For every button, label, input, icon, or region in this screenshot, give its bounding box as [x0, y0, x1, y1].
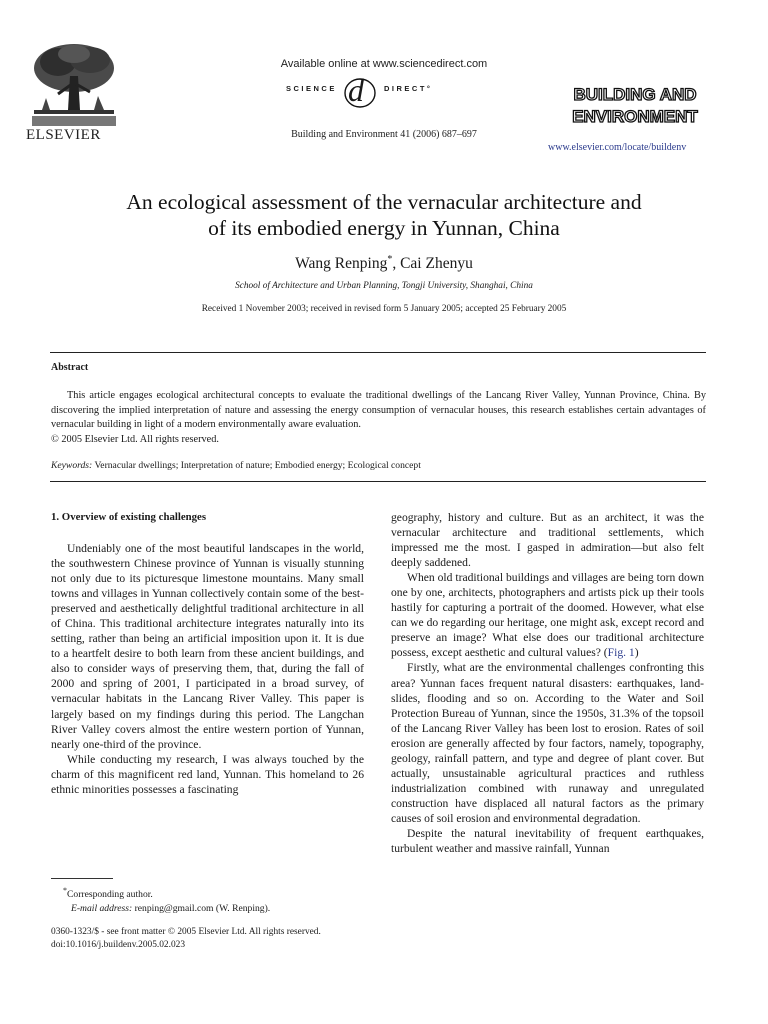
left-paragraph-2: While conducting my research, I was always touched by the charm of this magnificent red land, Yunnan. This homeland to 26 ethnic minorities possesses a fascinating: [51, 752, 364, 796]
corresponding-mark[interactable]: *: [387, 254, 393, 265]
sciencedirect-logo-left: SCIENCE: [286, 84, 337, 93]
sciencedirect-ring-icon: [342, 72, 378, 111]
front-matter-line: 0360-1323/$ - see front matter © 2005 Elsevier Ltd. All rights reserved.: [51, 927, 321, 937]
footnote: [51, 884, 371, 916]
abstract-heading: Abstract: [51, 362, 89, 373]
right-paragraph-4: Despite the natural inevitability of frequent earthquakes, turbulent weather and massive rainfall, Yunnan: [391, 826, 704, 856]
abstract-body: [51, 389, 706, 447]
article-title-line2: of its embodied energy in Yunnan, China: [208, 216, 560, 240]
keywords: [51, 460, 421, 471]
front-matter: [51, 926, 321, 952]
figure-1-link[interactable]: Fig. 1: [607, 646, 635, 660]
footnote-rule: [51, 878, 113, 879]
available-online: Available online at www.sciencedirect.com: [280, 58, 488, 70]
journal-logo-line1: BUILDING AND: [573, 85, 697, 104]
section-heading: 1. Overview of existing challenges: [51, 511, 207, 523]
article-title-line1: An ecological assessment of the vernacular architecture and: [126, 190, 642, 214]
right-column: [391, 510, 704, 856]
author-separator: ,: [392, 255, 401, 273]
elsevier-tree-logo: [28, 40, 120, 128]
footnote-mark: *: [63, 886, 67, 895]
sciencedirect-logo: [258, 72, 508, 111]
journal-citation: Building and Environment 41 (2006) 687–697: [291, 129, 477, 140]
right-paragraph-2-text: When old traditional buildings and villages are being torn down one by one, architects, photographers and artists pick up their tools hastily for capturing a portrait of the doomed. However, what else can we do regarding our heritage, one might ask, except record and preserve an image? What else does our traditional architecture possess, except aesthetic and cultural values? (: [391, 571, 704, 660]
sciencedirect-logo-at: d: [348, 72, 364, 108]
authors: [0, 254, 768, 273]
received-dates: Received 1 November 2003; received in revised form 5 January 2005; accepted 25 February 2005: [201, 304, 567, 314]
sciencedirect-logo-right: DIRECT°: [384, 84, 433, 93]
right-paragraph-1: geography, history and culture. But as an architect, it was the vernacular architecture and traditional settlements, which impressed me the most. I gasped in admiration—but also felt deeply saddened.: [391, 511, 704, 570]
email-address[interactable]: renping@gmail.com (W. Renping).: [132, 903, 271, 915]
affiliation: School of Architecture and Urban Planning, Tongji University, Shanghai, China: [235, 281, 533, 291]
publisher-name: ELSEVIER: [26, 127, 101, 143]
keywords-list: Vernacular dwellings; Interpretation of nature; Embodied energy; Ecological concept: [92, 460, 421, 471]
corresponding-author-label: Corresponding author.: [67, 889, 153, 901]
keywords-label: Keywords:: [51, 460, 93, 471]
right-paragraph-3: Firstly, what are the environmental challenges confronting this area? Yunnan faces frequent natural disasters: earthquakes, land-slides, flooding and so on. According to the Water and Soil Protection Bureau of Yunnan, since the 1950s, 31.3% of the topsoil of the Lancang River Valley has been lost to erosion. Rates of soil erosion are generally affected by four factors, namely, topography, geology, rainfall pattern, and type and degree of plant cover. But actually, unsustainable agricultural practices and ruthless industrialization combined with runaway and unregulated construction have displaced all natural factors as the primary causes of soil erosion and environmental degradation.: [391, 661, 704, 825]
abstract-top-rule: [50, 352, 706, 353]
author-2: Cai Zhenyu: [400, 255, 473, 273]
corresponding-author-note: [51, 884, 371, 902]
email-label: E-mail address:: [71, 903, 133, 915]
email-note: [51, 902, 371, 916]
left-column: [51, 541, 364, 797]
journal-url-link[interactable]: www.elsevier.com/locate/buildenv: [548, 142, 687, 153]
abstract-bottom-rule: [50, 481, 706, 482]
right-paragraph-2-close: ): [634, 646, 639, 660]
doi-line[interactable]: doi:10.1016/j.buildenv.2005.02.023: [51, 940, 186, 951]
abstract-text: This article engages ecological architectural concepts to evaluate the traditional dwellings of the Lancang River Valley, Yunnan Province, China. By discovering the implied interpretation of nature and assessing the energy consumption of vernacular houses, this research establishes certain advantages of vernacular building in light of a modern environmentally aware evaluation.: [51, 390, 706, 431]
article-title: [0, 189, 768, 241]
left-paragraph-1: Undeniably one of the most beautiful landscapes in the world, the southwestern Chinese province of Yunnan is visually stunning not only due to its picturesque limestone mountains. Many small towns and villages in Yunnan collectively contain some of the best-preserved and aesthetically delightful traditional architecture in all of China. This traditional architecture integrates naturally into its setting, rather than being an artificial imposition upon it. It is due to a heartfelt desire to both learn from these ancient buildings, and also to consider ways of preserving them, that, during the fall of 2000 and spring of 2001, I participated in a broad survey, of vernacular habitats in the Lancang River Valley. This paper is largely based on my findings during this period. The Langchan River Valley covers almost the entire western portion of Yunnan, nearly one-third of the province.: [51, 542, 364, 751]
journal-logo: [567, 80, 703, 128]
journal-logo-line2: ENVIRONMENT: [572, 107, 698, 126]
abstract-copyright: © 2005 Elsevier Ltd. All rights reserved.: [51, 433, 219, 445]
author-1: Wang Renping: [295, 255, 388, 273]
right-paragraph-2: [391, 570, 704, 660]
